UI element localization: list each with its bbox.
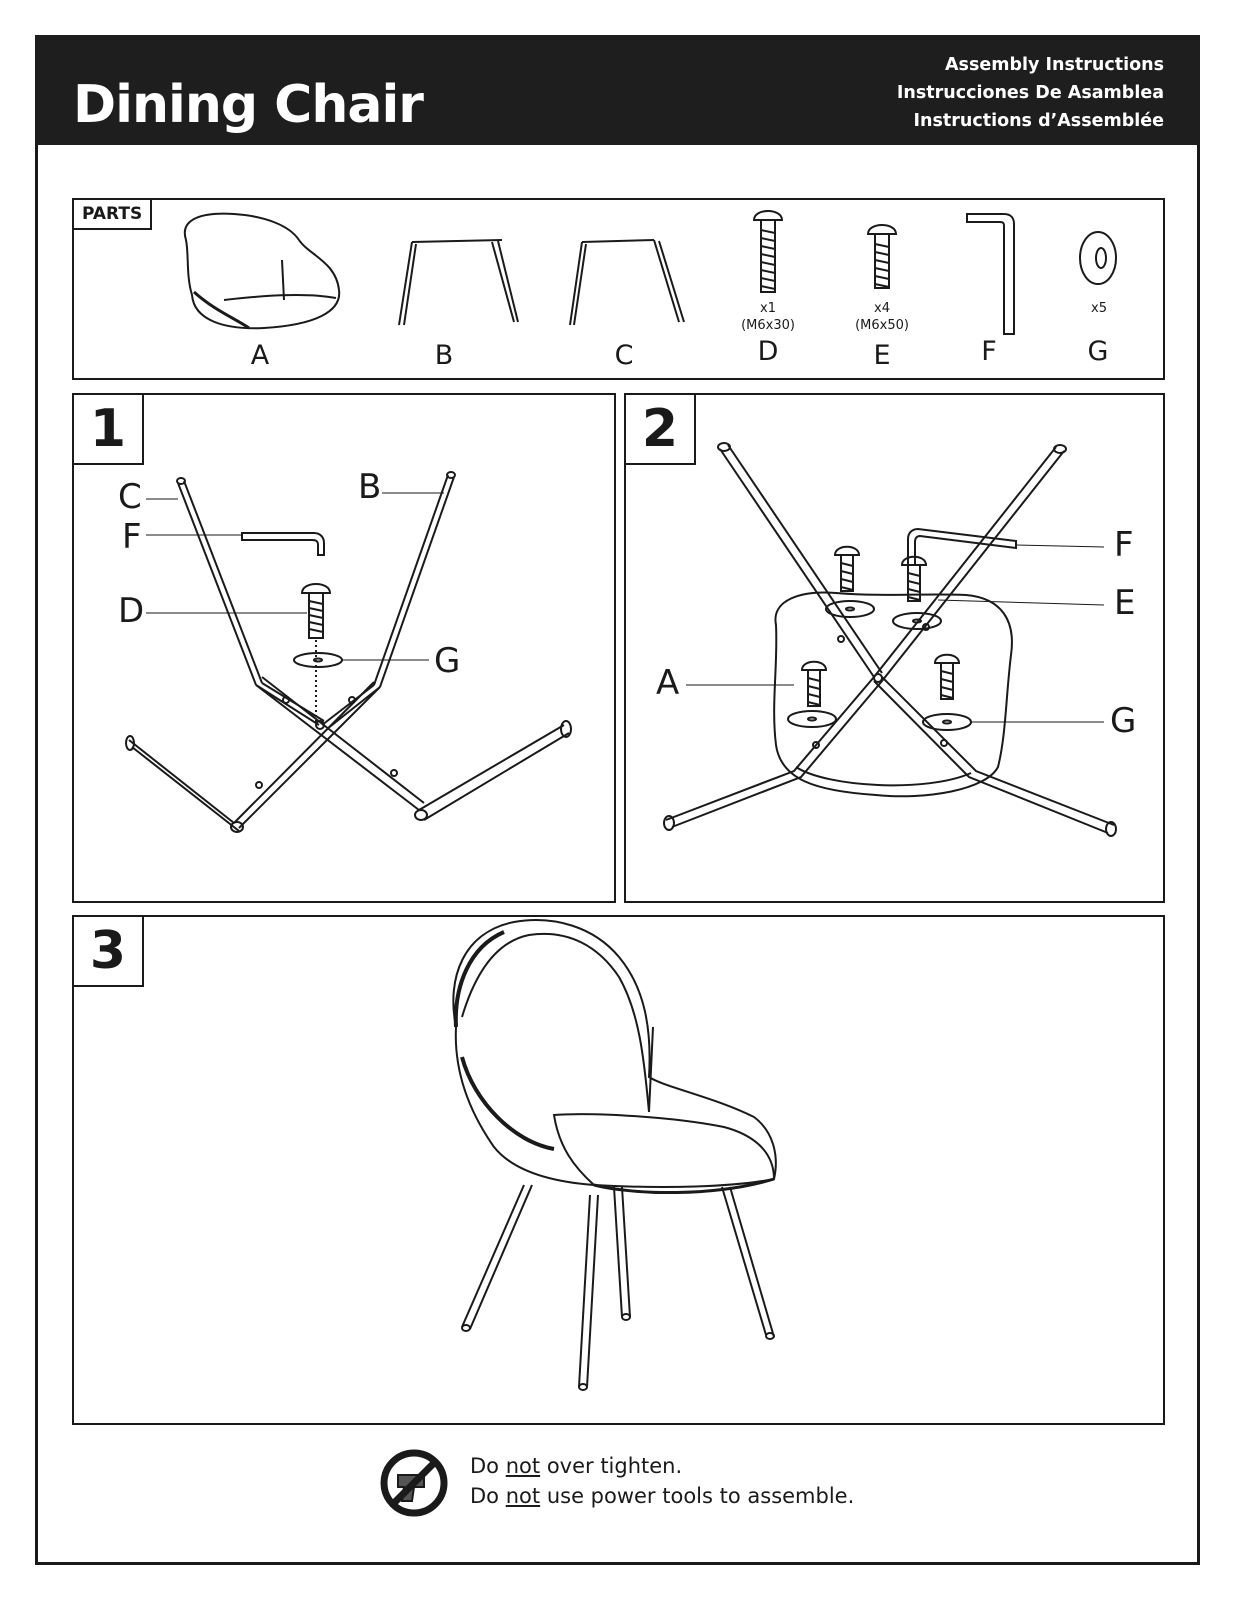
no-power-tool-icon <box>380 1447 460 1527</box>
part-e-size: (M6x50) <box>855 318 909 333</box>
warning-line-2-post: use power tools to assemble. <box>546 1484 855 1508</box>
part-d-qty: x1 <box>760 301 776 316</box>
warning-note <box>380 1447 880 1527</box>
leg-frame-icon <box>570 240 684 325</box>
part-letter-f: F <box>981 336 997 367</box>
seat-shell-icon <box>185 214 339 329</box>
header-bar <box>35 35 1200 145</box>
part-letter-b: B <box>434 340 454 371</box>
part-g-qty: x5 <box>1091 301 1107 316</box>
callout-e: E <box>1114 583 1136 623</box>
part-e-qty: x4 <box>874 301 890 316</box>
step-2-panel <box>624 393 1165 903</box>
callout-g: G <box>434 641 461 681</box>
step-3-illustration <box>74 917 1167 1427</box>
callout-g: G <box>1110 701 1137 741</box>
part-letter-d: D <box>757 336 779 367</box>
step-number: 2 <box>626 395 696 465</box>
part-letter-a: A <box>250 340 270 371</box>
step-1-illustration <box>74 395 618 905</box>
callout-f: F <box>122 517 142 557</box>
leg-frame-icon <box>399 240 518 325</box>
warning-line-2-negation: not <box>505 1484 541 1508</box>
step-2-illustration <box>626 395 1167 905</box>
step-1-panel <box>72 393 616 903</box>
part-e-quantity <box>837 300 927 334</box>
part-letter-g: G <box>1087 336 1109 367</box>
callout-f: F <box>1114 525 1134 565</box>
warning-line-1 <box>470 1451 854 1481</box>
part-letter-e: E <box>873 340 891 371</box>
parts-label: PARTS <box>74 200 152 230</box>
callout-d: D <box>118 591 145 631</box>
step-3-panel <box>72 915 1165 1425</box>
callout-c: C <box>118 477 142 517</box>
warning-line-1-post: over tighten. <box>546 1454 683 1478</box>
bolt-icon <box>754 211 782 292</box>
part-d-quantity <box>723 300 813 334</box>
parts-panel <box>72 198 1165 380</box>
part-letter-c: C <box>614 340 634 371</box>
subtitle-english: Assembly Instructions <box>945 55 1164 75</box>
warning-line-1-pre: Do <box>470 1454 500 1478</box>
warning-line-2 <box>470 1481 854 1511</box>
washer-icon <box>1080 232 1116 284</box>
subtitle-block <box>897 51 1164 135</box>
warning-line-2-pre: Do <box>470 1484 500 1508</box>
part-g-quantity <box>1054 300 1144 317</box>
subtitle-french: Instructions d’Assemblée <box>913 111 1164 131</box>
callout-b: B <box>358 467 382 507</box>
bolt-icon <box>868 225 896 288</box>
step-number: 1 <box>74 395 144 465</box>
page-title: Dining Chair <box>73 75 423 135</box>
warning-text <box>470 1451 854 1511</box>
allen-key-icon <box>967 214 1014 334</box>
step-number: 3 <box>74 917 144 987</box>
subtitle-spanish: Instrucciones De Asamblea <box>896 83 1164 103</box>
callout-a: A <box>656 663 680 703</box>
warning-line-1-negation: not <box>505 1454 541 1478</box>
part-d-size: (M6x30) <box>741 318 795 333</box>
